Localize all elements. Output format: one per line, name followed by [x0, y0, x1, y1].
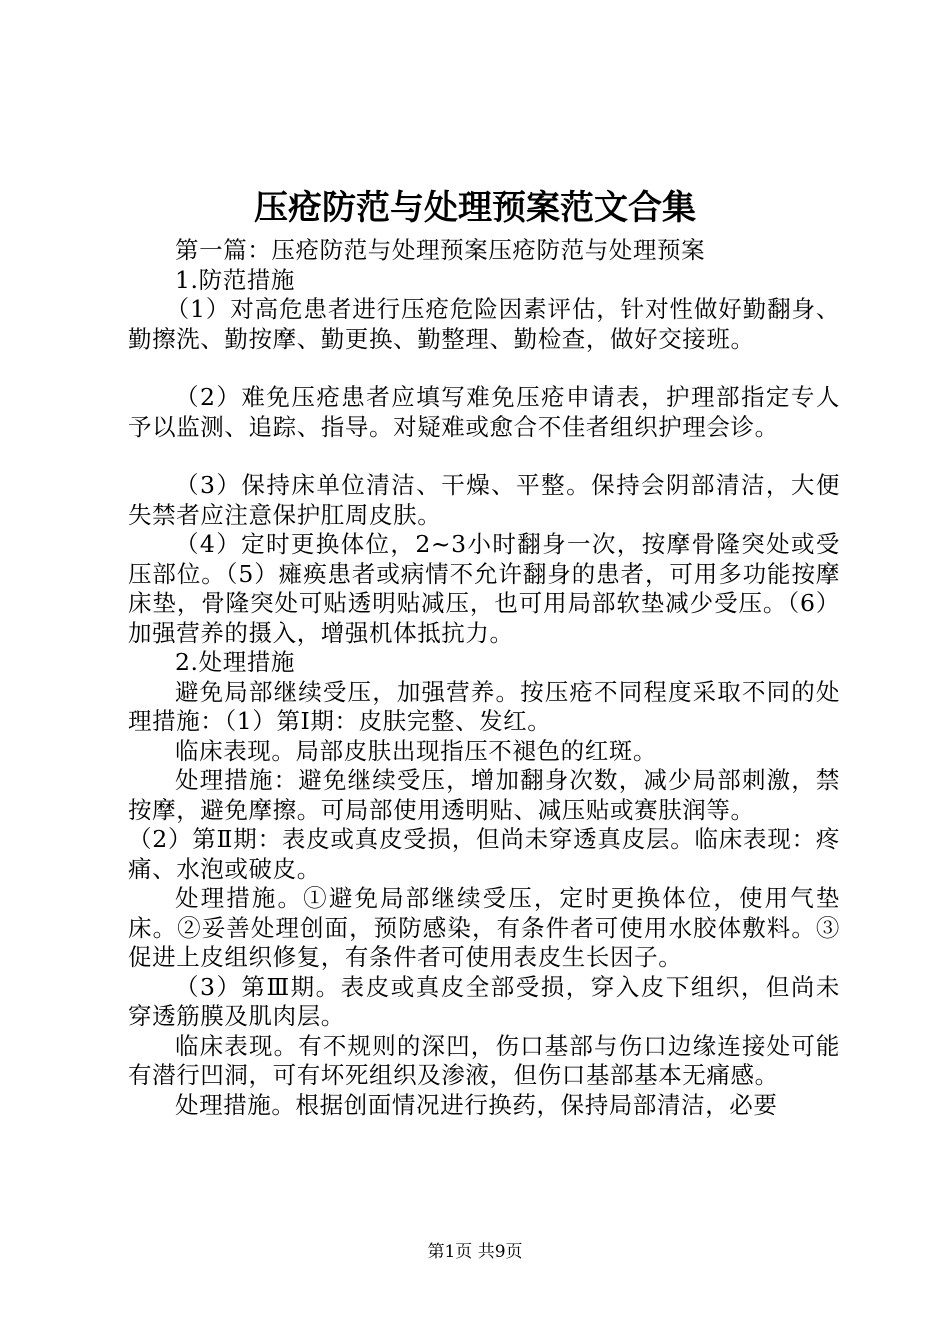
paragraph-treatment-intro: 避免局部继续受压，加强营养。按压疮不同程度采取不同的处理措施：（1）第Ⅰ期：皮肤完整、发红。 [128, 677, 840, 735]
paragraph-prevention-4-6: （4）定时更换体位，2~3小时翻身一次，按摩骨隆突处或受压部位。（5）瘫痪患者或病情不允许翻身的患者，可用多功能按摩床垫，骨隆突处可贴透明贴减压，也可用局部软垫减少受压。（6）加强营养的摄入，增强机体抵抗力。 [128, 530, 840, 647]
document-title: 压疮防范与处理预案范文合集 [254, 188, 696, 228]
section-heading-1: 第一篇：压疮防范与处理预案压疮防范与处理预案 [175, 236, 706, 264]
document-body [128, 236, 840, 1120]
paragraph-prevention-2: （2）难免压疮患者应填写难免压疮申请表，护理部指定专人予以监测、追踪、指导。对疑难或愈合不佳者组织护理会诊。 [128, 383, 840, 441]
paragraph-stage3-clinical: 临床表现。有不规则的深凹，伤口基部与伤口边缘连接处可能有潜行凹洞，可有坏死组织及渗液，但伤口基部基本无痛感。 [128, 1031, 840, 1089]
paragraph-prevention-3: （3）保持床单位清洁、干燥、平整。保持会阴部清洁，大便失禁者应注意保护肛周皮肤。 [128, 471, 840, 529]
paragraph-stage3-treatment: 处理措施。根据创面情况进行换药，保持局部清洁，必要 [175, 1090, 778, 1119]
paragraph-stage3: （3）第Ⅲ期。表皮或真皮全部受损，穿入皮下组织，但尚未穿透筋膜及肌肉层。 [128, 972, 840, 1030]
subheading-treatment: 2.处理措施 [175, 648, 296, 676]
paragraph-stage2-treatment: 处理措施。①避免局部继续受压，定时更换体位，使用气垫床。②妥善处理创面，预防感染，有条件者可使用水胶体敷料。③促进上皮组织修复，有条件者可使用表皮生长因子。 [128, 884, 840, 971]
subheading-prevention: 1.防范措施 [175, 265, 296, 294]
paragraph-stage1-clinical: 临床表现。局部皮肤出现指压不褪色的红斑。 [175, 736, 657, 765]
page-footer: 第1页 共9页 [427, 1242, 523, 1262]
paragraph-stage1-treatment: 处理措施：避免继续受压，增加翻身次数，减少局部刺激，禁按摩，避免摩擦。可局部使用透明贴、减压贴或赛肤润等。 [128, 766, 840, 824]
paragraph-stage2: （2）第Ⅱ期：表皮或真皮受损，但尚未穿透真皮层。临床表现：疼痛、水泡或破皮。 [128, 825, 840, 883]
paragraph-prevention-1: （1）对高危患者进行压疮危险因素评估，针对性做好勤翻身、勤擦洗、勤按摩、勤更换、勤整理、勤检查，做好交接班。 [128, 295, 840, 353]
